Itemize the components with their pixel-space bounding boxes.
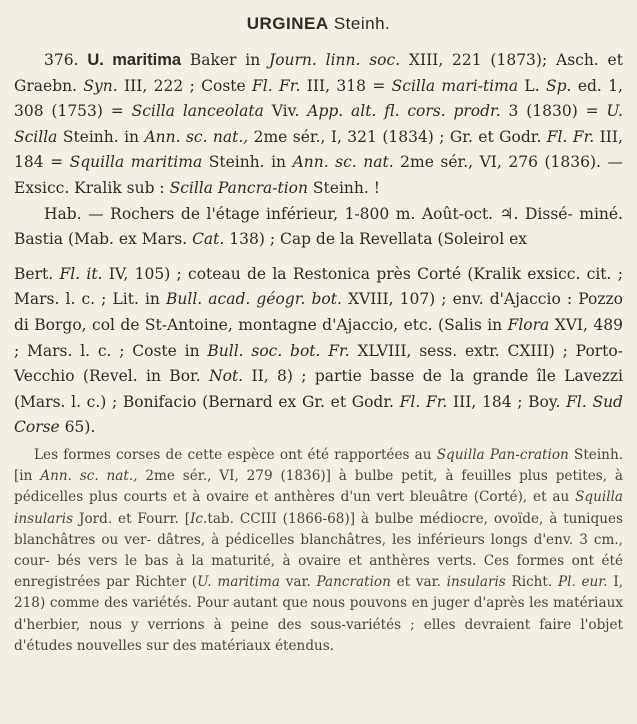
- synonym: U. maritima: [197, 574, 280, 591]
- habitat-text: Hab. — Rochers de l'étage inférieur, 1-800 m. Août-oct. ♃. Dissé-: [44, 204, 573, 223]
- synonym: tion: [277, 178, 308, 197]
- text: Baker in: [189, 51, 261, 69]
- text: Viv.: [271, 102, 300, 121]
- text: XIII, 221 (1873);: [408, 51, 548, 69]
- journal: sc. nat.: [335, 153, 394, 172]
- text: bés vers le bas à la maturité, à ovaire et anthères verts. Ces formes: [57, 552, 565, 569]
- text: L.: [524, 76, 540, 95]
- habitat-paragraph: [14, 202, 623, 253]
- journal: Ic.: [190, 510, 208, 527]
- habitat-text: 138) ; Cap de la Revellata (Soleirol ex: [229, 230, 528, 249]
- text: et var.: [396, 574, 441, 591]
- text: 2me sér., I, 321: [253, 127, 377, 146]
- journal: Journ. linn. soc.: [268, 51, 401, 69]
- note-block: [14, 445, 623, 657]
- journal: Pl. eur.: [557, 574, 608, 591]
- text: grande île Lavezzi (Mars. l. c.) ; Bonifacio (Bernard ex Gr. et Godr.: [14, 367, 624, 411]
- localities-paragraph: [14, 262, 623, 441]
- synonym: Scilla mari-: [391, 76, 483, 95]
- text: feuilles plus petites, à pédicelles plus courts et à ovaire et anthères d'un: [14, 468, 624, 506]
- text: à peine des sous-variétés ; elles devraient faire l'objet d'études nouvelles: [14, 616, 624, 654]
- text: XVI, 489 ; Mars. l. c. ; Coste in: [14, 315, 623, 360]
- synonym: Pancration: [316, 574, 391, 591]
- text: Richt.: [511, 574, 553, 591]
- text: ont été enregistrées par Richter (: [14, 552, 623, 591]
- journal: Fl. Sud Corse: [14, 392, 623, 437]
- text: 3 (1830) =: [508, 102, 599, 121]
- text: 2me sér., VI, 276 (1836). — Exsicc. Kralik sub :: [14, 153, 623, 197]
- text: II, 8) ; partie basse de la: [251, 367, 465, 386]
- genus-author: Steinh.: [333, 14, 391, 33]
- synonymy-paragraph: [14, 48, 623, 202]
- genus-name: URGINEA: [246, 14, 329, 33]
- synonym: U. Scilla: [14, 102, 623, 146]
- text: I, 218) comme des variétés. Pour autant que: [14, 574, 624, 612]
- text: tab. CCIII: [207, 510, 277, 527]
- text: III, 318 =: [306, 76, 386, 95]
- text: Pozzo di Borgo, col de St-Antoine, montagne d'Ajaccio, etc. (Salis in: [14, 290, 623, 334]
- journal: Fl. Fr.: [252, 76, 301, 95]
- note-paragraph: [14, 445, 623, 657]
- journal: Ann.: [292, 153, 329, 172]
- text: cit. ; Mars. l. c. ; Lit. in: [14, 264, 623, 309]
- journal: Flora: [507, 315, 550, 334]
- spacer: [14, 253, 623, 262]
- species-entry: [14, 48, 623, 441]
- text: Asch. et Graebn.: [14, 51, 623, 95]
- genus-heading: [14, 14, 623, 34]
- synonym: Scilla lanceolata: [131, 102, 264, 121]
- species-name: U. maritima: [87, 51, 182, 69]
- journal: Not.: [209, 367, 244, 386]
- habitat-text: miné. Bastia (Mab. ex Mars.: [14, 204, 623, 249]
- journal: Sp.: [546, 76, 572, 95]
- journal: Ann. sc. nat.,: [40, 468, 138, 485]
- journal: Cat.: [192, 230, 225, 249]
- text: XVIII, 107) ; env. d'Ajaccio :: [347, 290, 573, 309]
- synonym: cration: [519, 446, 569, 463]
- text: Bert.: [14, 264, 54, 283]
- text: vert bleuâtre (Corté), et au: [376, 489, 570, 506]
- text: (1866-68)] à bulbe médiocre, ovoïde, à tuniques blanchâtres ou ver-: [14, 510, 623, 548]
- text: III, 184 ; Boy.: [453, 392, 561, 411]
- journal: Bull. soc. bot. Fr.: [207, 341, 350, 360]
- text: 65).: [64, 418, 96, 437]
- text: Steinh. !: [312, 178, 380, 197]
- journal: Syn.: [83, 76, 118, 95]
- journal: prodr.: [453, 102, 501, 121]
- journal: Ann. sc. nat.,: [144, 127, 249, 146]
- text: 2me sér., VI, 279 (1836)] à bulbe petit, à: [145, 468, 454, 485]
- text: III, 184 =: [14, 127, 623, 172]
- text: Jord. et Fourr. [: [79, 510, 191, 527]
- text: IV, 105) ; coteau de la Restonica près Corté (Kralik exsicc.: [108, 264, 581, 283]
- text: Steinh. in: [208, 153, 287, 172]
- text: nous pouvons en juger d'après les matériaux d'herbier, nous y verrions: [14, 595, 623, 633]
- synonym: Squilla Pan-: [436, 446, 520, 463]
- journal: Fl. it.: [59, 264, 103, 283]
- journal: Fr.: [425, 392, 448, 411]
- entry-number: 376.: [44, 51, 79, 69]
- journal: Fl.: [399, 392, 421, 411]
- text: Les formes corses de cette espèce ont été rapportées au: [34, 446, 432, 463]
- text: (1834) ; Gr. et Godr.: [382, 127, 542, 146]
- text: var.: [285, 574, 311, 591]
- text: dâtres, à pédicelles blanchâtres, les inférieurs longs d'env. 3 cm., cour-: [14, 531, 623, 569]
- text: sur des matériaux étendus.: [146, 637, 335, 654]
- text: XLVIII, sess. extr.: [357, 341, 500, 360]
- synonym: Squilla insularis: [14, 489, 623, 527]
- text: Steinh. in: [62, 127, 140, 146]
- synonym: Squilla maritima: [69, 153, 203, 172]
- text: III, 222 ; Coste: [124, 76, 246, 95]
- journal: Fl. Fr.: [546, 127, 595, 146]
- synonym: insularis: [446, 574, 506, 591]
- synonym: Scilla Pancra-: [169, 178, 278, 197]
- text: Steinh. [in: [14, 446, 624, 485]
- journal: App. alt. fl. cors.: [307, 102, 446, 121]
- text: CXIII) ; Porto-Vecchio (Revel. in Bor.: [14, 341, 623, 386]
- journal: Bull. acad. géogr. bot.: [166, 290, 342, 309]
- text: ed. 1, 308 (1753) =: [14, 76, 623, 121]
- synonym: tima: [482, 76, 519, 95]
